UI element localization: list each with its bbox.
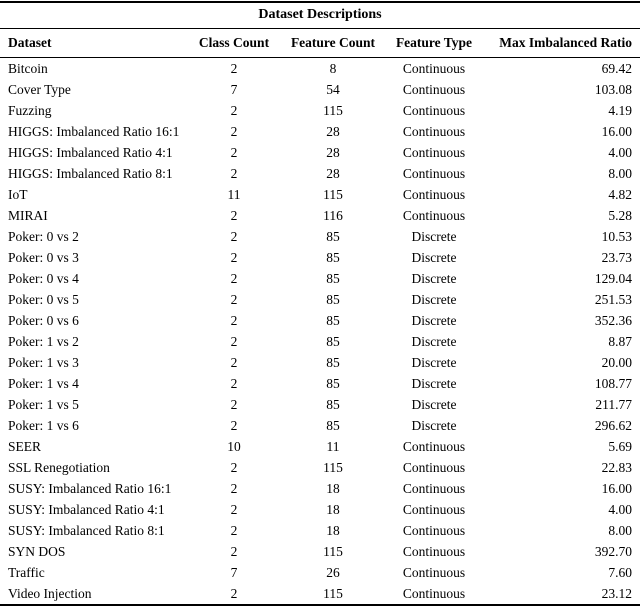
table-cell: Continuous [402,481,466,496]
table-cell: Continuous [402,565,466,580]
table-cell: 85 [326,313,340,328]
table-cell: 16.00 [601,481,632,496]
table-cell: Poker: 0 vs 4 [8,271,79,286]
table-cell: 296.62 [594,418,632,433]
dataset-descriptions-table [0,1,640,606]
table-row [0,100,640,121]
table-cell: Poker: 0 vs 3 [8,250,79,265]
table-cell: SUSY: Imbalanced Ratio 16:1 [8,481,172,496]
table-cell: 54 [326,82,340,97]
table-cell: 115 [323,544,343,559]
table-cell: 85 [326,292,340,307]
table-cell: 2 [230,271,238,286]
table-cell: Discrete [411,355,457,370]
table-cell: 4.19 [608,103,632,118]
table-cell: Cover Type [8,82,71,97]
table-row [0,79,640,100]
table-row [0,58,640,80]
table-cell: Continuous [402,124,466,139]
table-cell: 85 [326,271,340,286]
table-cell: 18 [326,523,340,538]
table-cell: Continuous [402,103,466,118]
table-cell: Discrete [411,292,457,307]
table-cell: 7 [230,565,238,580]
table-cell: 2 [230,481,238,496]
table-cell: 129.04 [594,271,632,286]
table-row [0,436,640,457]
table-cell: Poker: 1 vs 3 [8,355,79,370]
table-cell: HIGGS: Imbalanced Ratio 8:1 [8,166,173,181]
table-row [0,394,640,415]
table-cell: IoT [8,187,28,202]
table-cell: 2 [230,124,238,139]
table-cell: 2 [230,103,238,118]
table-cell: 7.60 [608,565,632,580]
table-cell: 8.00 [608,166,632,181]
table-cell: 28 [326,145,340,160]
table-cell: Continuous [402,82,466,97]
table-cell: Continuous [402,187,466,202]
table-cell: 2 [230,292,238,307]
table-cell: Poker: 0 vs 2 [8,229,79,244]
table-cell: 8.00 [608,523,632,538]
table-row [0,478,640,499]
table-cell: 85 [326,229,340,244]
table-row [0,541,640,562]
column-header-max-imbalanced-ratio: Max Imbalanced Ratio [482,29,640,58]
table-cell: 85 [326,376,340,391]
table-cell: Poker: 1 vs 5 [8,397,79,412]
table-cell: 22.83 [601,460,632,475]
table-cell: Bitcoin [8,61,48,76]
column-header-feature-count: Feature Count [280,29,386,58]
table-cell: Discrete [411,334,457,349]
table-cell: Fuzzing [8,103,52,118]
table-cell: Discrete [411,271,457,286]
table-cell: Discrete [411,250,457,265]
table-row [0,226,640,247]
table-cell: 103.08 [594,82,632,97]
table-cell: SYN DOS [8,544,66,559]
table-cell: 18 [326,502,340,517]
table-cell: Continuous [402,61,466,76]
table-cell: 2 [230,544,238,559]
table-cell: Discrete [411,313,457,328]
column-header-dataset: Dataset [0,29,188,58]
table-cell: 11 [227,187,241,202]
table-cell: 2 [230,229,238,244]
table-cell: Continuous [402,544,466,559]
table-title: Dataset Descriptions [0,2,640,29]
table-cell: Discrete [411,229,457,244]
table-cell: Continuous [402,502,466,517]
table-header-row [0,29,640,58]
table-row [0,562,640,583]
table-cell: 108.77 [594,376,632,391]
table-cell: Poker: 1 vs 2 [8,334,79,349]
table-cell: Traffic [8,565,45,580]
table-cell: Discrete [411,418,457,433]
table-cell: 2 [230,145,238,160]
table-cell: 11 [326,439,340,454]
table-row [0,142,640,163]
table-cell: 5.28 [608,208,632,223]
table-cell: 2 [230,397,238,412]
table-row [0,415,640,436]
table-cell: 5.69 [608,439,632,454]
table-title-row [0,2,640,29]
table-cell: 85 [326,397,340,412]
table-cell: 4.00 [608,502,632,517]
table-cell: 28 [326,166,340,181]
table-row [0,583,640,605]
table-row [0,184,640,205]
table-cell: 85 [326,355,340,370]
table-cell: 2 [230,523,238,538]
table-cell: 2 [230,418,238,433]
table-cell: 26 [326,565,340,580]
table-row [0,331,640,352]
table-cell: 2 [230,208,238,223]
table-cell: 8.87 [608,334,632,349]
table-cell: 18 [326,481,340,496]
table-cell: Continuous [402,208,466,223]
table-cell: 23.73 [601,250,632,265]
table-cell: Poker: 1 vs 4 [8,376,79,391]
table-cell: 2 [230,250,238,265]
table-cell: SUSY: Imbalanced Ratio 4:1 [8,502,165,517]
table-cell: 2 [230,355,238,370]
table-body [0,58,640,606]
table-cell: 85 [326,334,340,349]
table-cell: 115 [323,187,343,202]
table-cell: Continuous [402,439,466,454]
column-header-class-count: Class Count [188,29,280,58]
table-row [0,352,640,373]
table-cell: Poker: 0 vs 5 [8,292,79,307]
table-cell: 115 [323,460,343,475]
table-row [0,163,640,184]
table-cell: Continuous [402,586,466,601]
table-cell: 2 [230,61,238,76]
table-cell: 2 [230,376,238,391]
table-row [0,373,640,394]
table-cell: Continuous [402,145,466,160]
table-cell: Continuous [402,523,466,538]
table-cell: Continuous [402,166,466,181]
table-cell: 2 [230,502,238,517]
table-cell: 116 [323,208,343,223]
table-cell: 115 [323,103,343,118]
column-header-feature-type: Feature Type [386,29,482,58]
table-cell: 23.12 [601,586,632,601]
table-cell: 4.82 [608,187,632,202]
table-cell: 211.77 [595,397,632,412]
table-cell: 10 [227,439,241,454]
table-row [0,247,640,268]
table-cell: 85 [326,250,340,265]
table-cell: 20.00 [601,355,632,370]
table-cell: 2 [230,313,238,328]
table-cell: 69.42 [601,61,632,76]
table-row [0,121,640,142]
table-cell: Discrete [411,376,457,391]
table-cell: Continuous [402,460,466,475]
table-row [0,289,640,310]
table-cell: 10.53 [601,229,632,244]
table-cell: MIRAI [8,208,48,223]
table-row [0,499,640,520]
table-cell: SEER [8,439,42,454]
table-cell: SUSY: Imbalanced Ratio 8:1 [8,523,165,538]
table-cell: 85 [326,418,340,433]
table-cell: Video Injection [8,586,92,601]
table-cell: 16.00 [601,124,632,139]
table-cell: 115 [323,586,343,601]
table-cell: HIGGS: Imbalanced Ratio 4:1 [8,145,173,160]
table-row [0,520,640,541]
table-cell: 2 [230,586,238,601]
table-cell: Discrete [411,397,457,412]
table-cell: 2 [230,334,238,349]
table-cell: 2 [230,460,238,475]
table-cell: Poker: 0 vs 6 [8,313,79,328]
table-cell: 2 [230,166,238,181]
table-cell: 392.70 [594,544,632,559]
table-cell: 352.36 [594,313,632,328]
table-row [0,268,640,289]
table-cell: 4.00 [608,145,632,160]
table-row [0,310,640,331]
table-cell: 7 [230,82,238,97]
table-row [0,457,640,478]
table-cell: 251.53 [594,292,632,307]
table-cell: Poker: 1 vs 6 [8,418,79,433]
table-cell: 8 [329,61,337,76]
table-cell: SSL Renegotiation [8,460,110,475]
table-cell: HIGGS: Imbalanced Ratio 16:1 [8,124,180,139]
table-cell: 28 [326,124,340,139]
table-row [0,205,640,226]
